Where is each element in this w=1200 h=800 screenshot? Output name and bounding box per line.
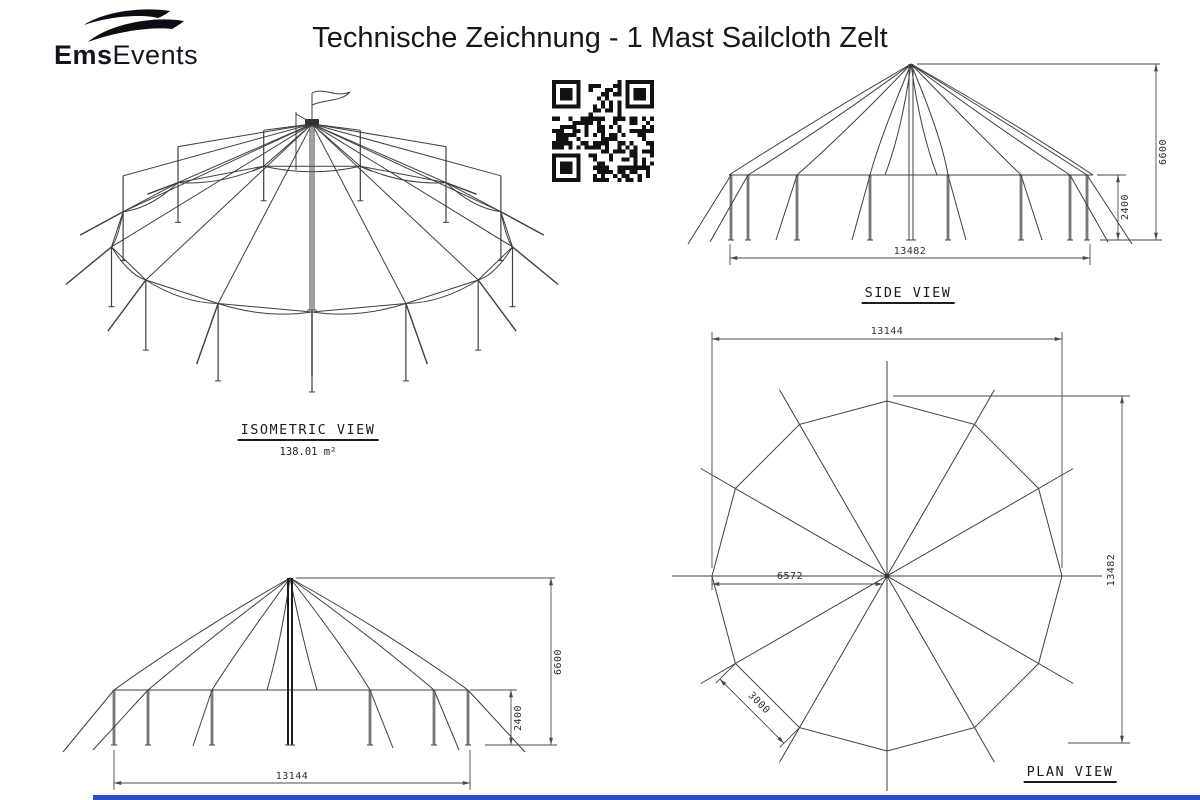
side-eave-height-dim: 2400: [1120, 193, 1131, 221]
isometric-area-label: 138.01 m²: [279, 446, 337, 458]
brand-name-regular: Events: [112, 40, 199, 70]
side-center-mast: [909, 64, 913, 240]
qr-code-image: [552, 80, 654, 182]
front-width-dim: 13144: [275, 771, 309, 782]
footer-bar: [93, 795, 1200, 800]
plan-view-drawing: [660, 318, 1180, 796]
plan-radius-dim: 6572: [776, 571, 804, 582]
isometric-view-drawing: [60, 78, 550, 428]
front-total-height-dim: 6600: [553, 648, 564, 676]
front-center-mast: [288, 578, 292, 745]
front-eave-height-dim: 2400: [513, 704, 524, 732]
center-mast-mark: [885, 574, 890, 579]
front-view-drawing: [55, 570, 615, 800]
plan-view-label: PLAN VIEW: [1024, 764, 1117, 783]
side-view-drawing: [680, 58, 1190, 308]
side-view-label: SIDE VIEW: [862, 285, 955, 304]
qr-code: [552, 80, 654, 182]
plan-bay-dim: 3000: [745, 690, 772, 717]
page-title: Technische Zeichnung - 1 Mast Sailcloth Zelt: [312, 22, 888, 54]
brand-name-bold: Ems: [54, 40, 113, 70]
plan-height-dim: 13482: [1106, 553, 1117, 587]
brand-name: [54, 40, 198, 71]
plan-width-dim: 13144: [870, 326, 904, 337]
side-total-height-dim: 6600: [1158, 138, 1169, 166]
flag-icon: [312, 91, 350, 105]
isometric-view-label: ISOMETRIC VIEW: [238, 422, 379, 441]
side-width-dim: 13482: [893, 246, 927, 257]
